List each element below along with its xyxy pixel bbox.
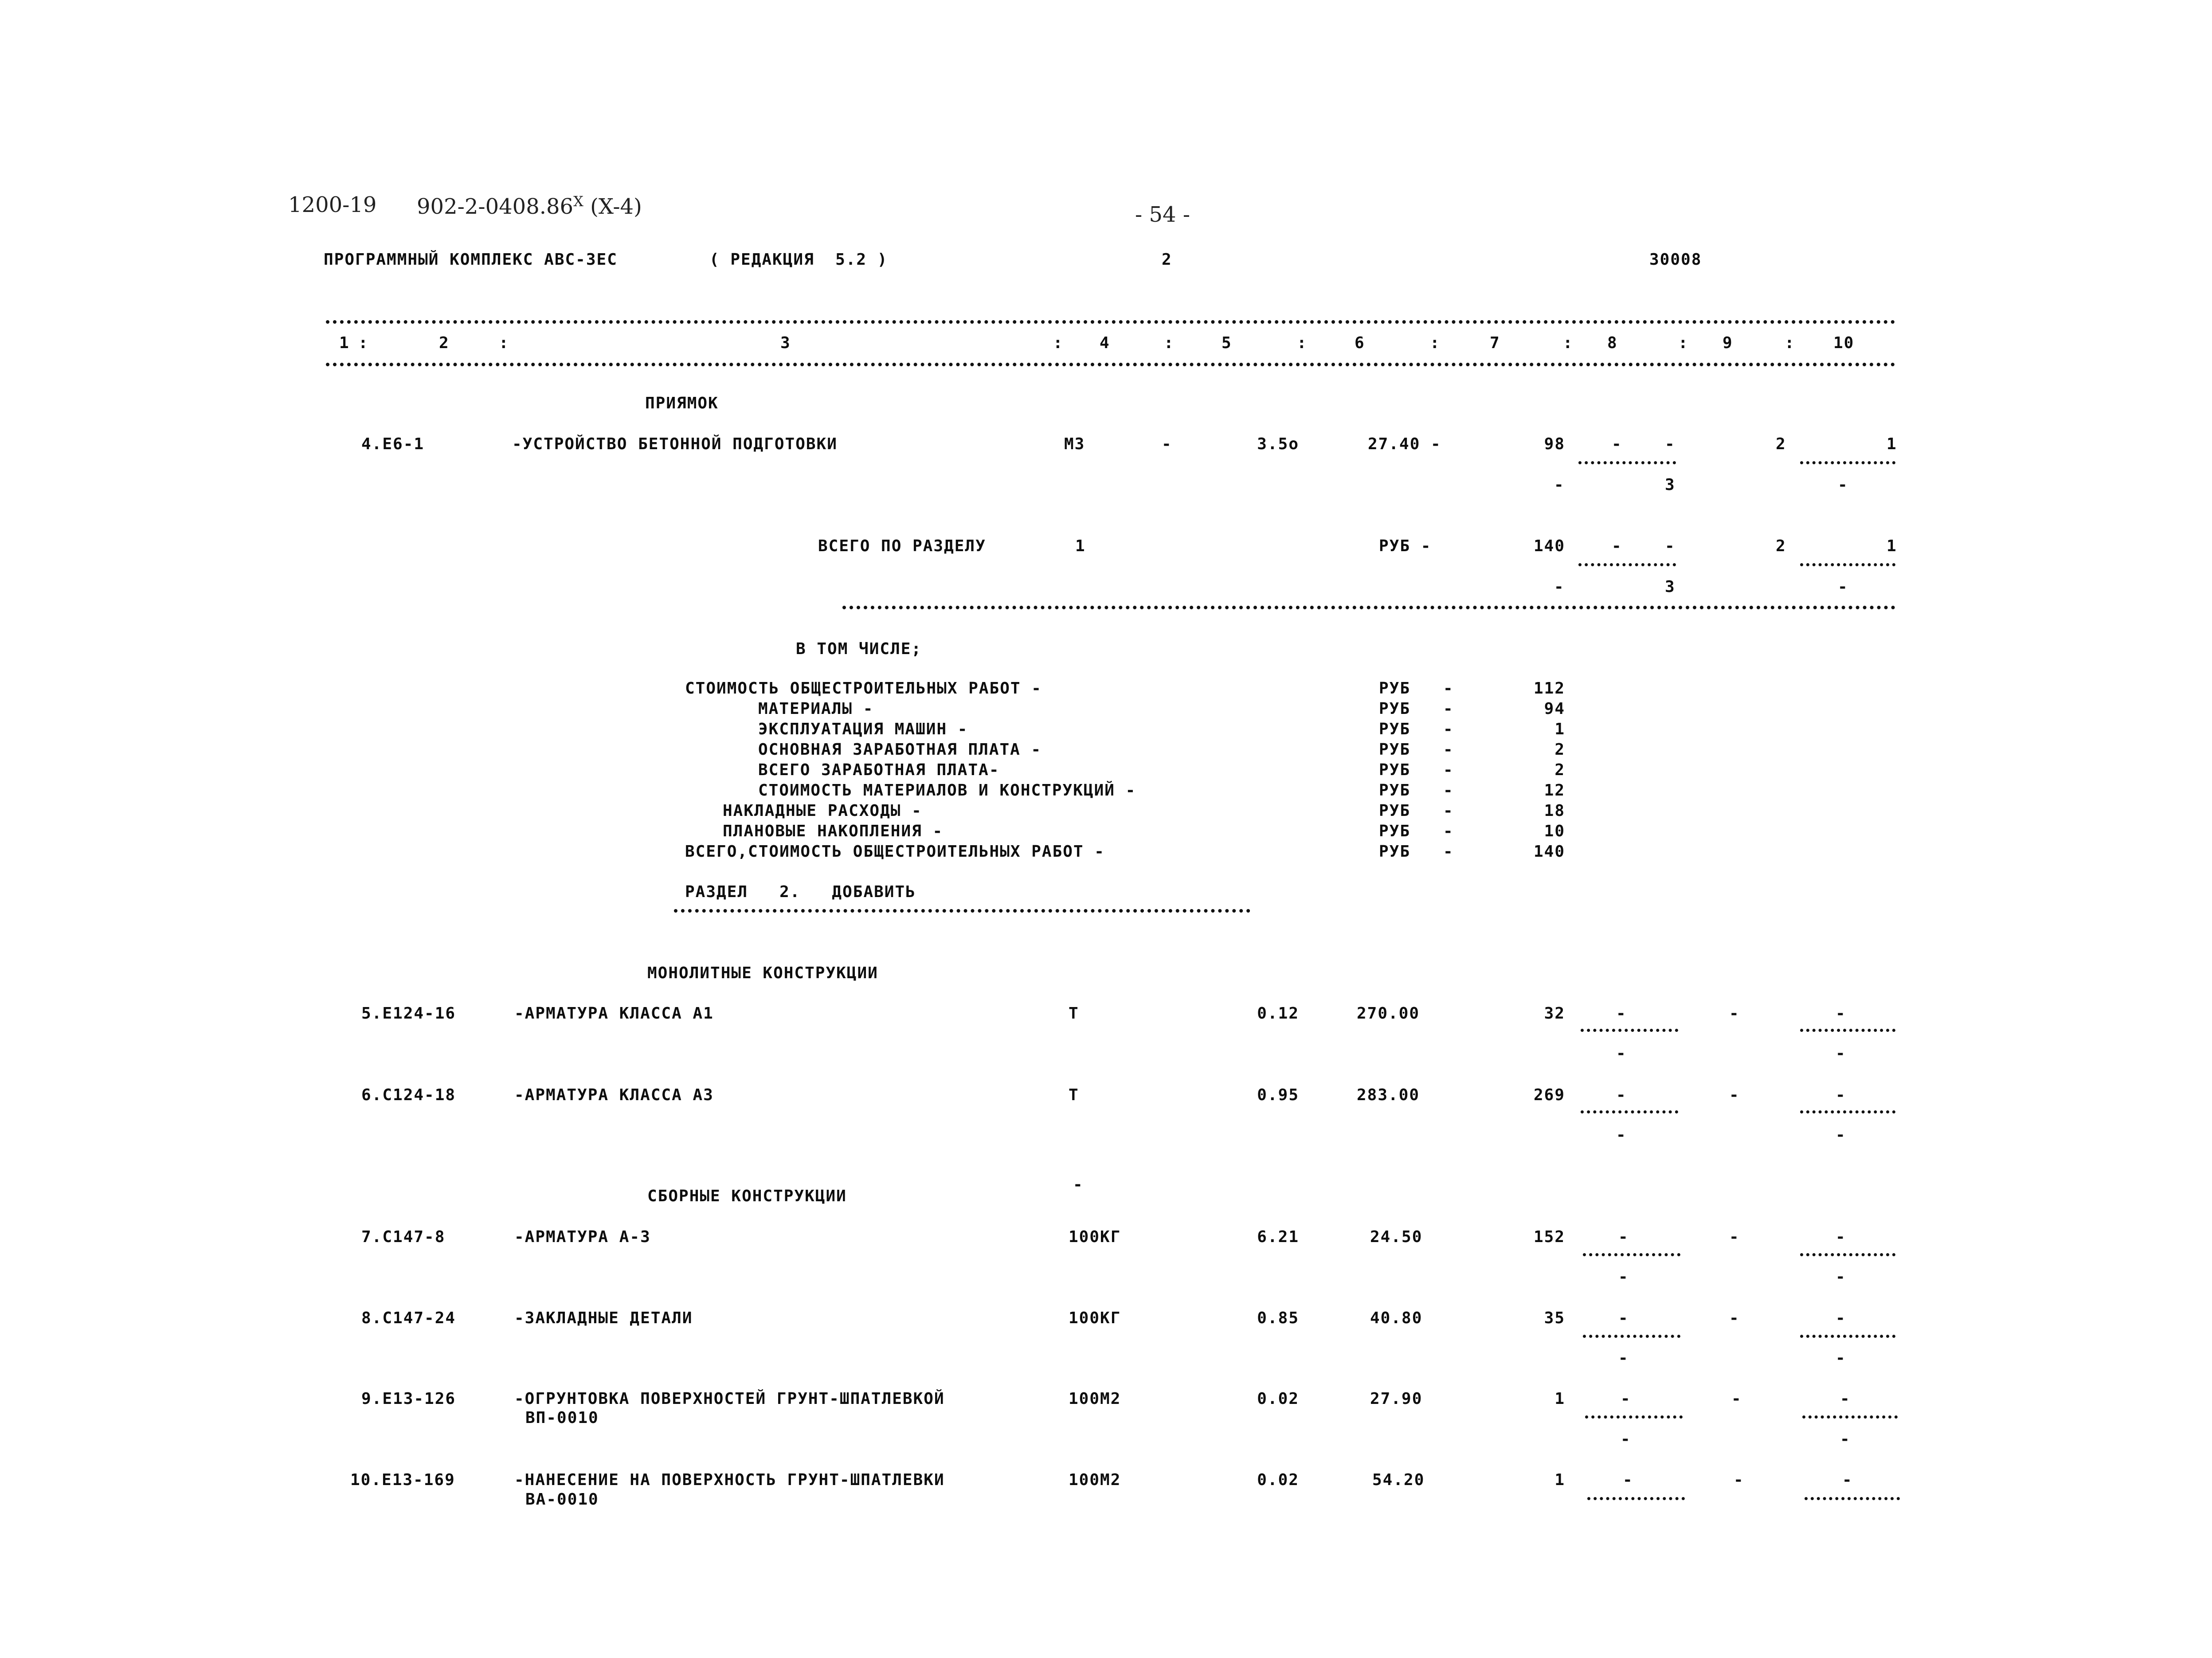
row-price: 54.20: [1372, 1471, 1425, 1489]
column-separator: :: [1430, 334, 1441, 352]
row-unit: М3: [1064, 435, 1085, 453]
row-col8-top: -: [1616, 1086, 1627, 1104]
row-description: -НАНЕСЕНИЕ НА ПОВЕРХНОСТЬ ГРУНТ-ШПАТЛЕВКИ: [514, 1471, 945, 1489]
row-col10-bottom: -: [1836, 1268, 1846, 1286]
breakdown-dash: -: [1443, 679, 1454, 698]
breakdown-label: СТОИМОСТЬ МАТЕРИАЛОВ И КОНСТРУКЦИЙ -: [758, 781, 1136, 800]
stray-mark: -: [1073, 1176, 1084, 1194]
subsection-heading: МОНОЛИТНЫЕ КОНСТРУКЦИИ: [647, 964, 878, 982]
column-header-7: 7: [1490, 334, 1500, 352]
section-total-unit: РУБ -: [1379, 537, 1432, 555]
row-unit: 100КГ: [1069, 1228, 1121, 1246]
row-description: -АРМАТУРА А-3: [514, 1228, 651, 1246]
fraction-rule: [1578, 563, 1676, 566]
row-description-continued: ВА-0010: [525, 1490, 599, 1509]
row-number: 10.E13-169: [350, 1471, 455, 1489]
breakdown-unit: РУБ: [1379, 741, 1411, 759]
total-col8-top: -: [1612, 537, 1622, 555]
breakdown-value: 18: [1544, 802, 1565, 820]
row-price: 27.90: [1370, 1390, 1423, 1408]
fraction-rule: [1800, 461, 1895, 464]
row-description-continued: ВП-0010: [525, 1409, 599, 1427]
breakdown-dash: -: [1443, 843, 1454, 861]
breakdown-unit: РУБ: [1379, 802, 1411, 820]
row-col10-top: -: [1836, 1004, 1846, 1023]
row-col8-top: -: [1618, 1309, 1629, 1327]
row-col8-top: -: [1612, 435, 1622, 453]
row-quantity: 0.02: [1257, 1390, 1299, 1408]
row-price: 283.00: [1357, 1086, 1420, 1104]
column-separator: :: [1297, 334, 1308, 352]
document-code: 1200-19: [288, 192, 377, 217]
fraction-rule: [1587, 1497, 1685, 1500]
row-col9: 2: [1776, 435, 1786, 453]
section-total-number: 1: [1075, 537, 1086, 555]
breakdown-unit: РУБ: [1379, 781, 1411, 800]
fraction-rule: [1581, 1110, 1678, 1113]
total-col10-top: 1: [1887, 537, 1897, 555]
row-unit: Т: [1069, 1004, 1079, 1023]
row-col9: -: [1729, 1228, 1740, 1246]
row-col10-bottom: -: [1840, 1430, 1851, 1448]
subsection-heading: СБОРНЫЕ КОНСТРУКЦИИ: [647, 1187, 847, 1205]
fraction-rule: [1585, 1415, 1683, 1419]
breakdown-heading: В ТОМ ЧИСЛЕ;: [796, 640, 922, 658]
breakdown-unit: РУБ: [1379, 843, 1411, 861]
row-col10-top: 1: [1887, 435, 1897, 453]
row-price: 27.40 -: [1368, 435, 1441, 453]
breakdown-dash: -: [1443, 822, 1454, 840]
row-number: 5.E124-16: [361, 1004, 456, 1023]
breakdown-label: СТОИМОСТЬ ОБЩЕСТРОИТЕЛЬНЫХ РАБОТ -: [685, 679, 1042, 698]
row-col8-top: -: [1616, 1004, 1627, 1023]
fraction-rule: [1800, 563, 1895, 566]
breakdown-unit: РУБ: [1379, 720, 1411, 738]
row-col8-bottom: -: [1618, 1349, 1629, 1367]
column-separator: :: [1164, 334, 1175, 352]
table-top-rule: [326, 320, 1895, 324]
row-total: 1: [1554, 1471, 1565, 1489]
breakdown-label: ПЛАНОВЫЕ НАКОПЛЕНИЯ -: [723, 822, 944, 840]
fraction-rule: [1583, 1335, 1680, 1338]
row-quantity: 3.5о: [1257, 435, 1299, 453]
row-description: -АРМАТУРА КЛАССА А1: [514, 1004, 714, 1023]
breakdown-dash: -: [1443, 700, 1454, 718]
row-col10-top: -: [1836, 1228, 1846, 1246]
row-unit: 100КГ: [1069, 1309, 1121, 1327]
program-name: ПРОГРАММНЫЙ КОМПЛЕКС АВС-3ЕС: [324, 251, 618, 269]
column-header-2: 2: [439, 334, 450, 352]
row-col8-top-right: -: [1665, 435, 1676, 453]
row-price: 24.50: [1370, 1228, 1423, 1246]
row-description: -АРМАТУРА КЛАССА А3: [514, 1086, 714, 1104]
breakdown-unit: РУБ: [1379, 700, 1411, 718]
row-quantity: 0.85: [1257, 1309, 1299, 1327]
column-separator: :: [1053, 334, 1064, 352]
breakdown-unit: РУБ: [1379, 761, 1411, 779]
row-number: 9.E13-126: [361, 1390, 456, 1408]
sheet-number: 2: [1162, 251, 1172, 269]
row-col10-bottom: -: [1836, 1349, 1846, 1367]
row-col9: -: [1729, 1309, 1740, 1327]
table-header-rule: [326, 363, 1895, 366]
row-number: 4.E6-1: [361, 435, 425, 453]
fraction-rule: [1805, 1497, 1900, 1500]
section-title-rule: [674, 909, 1250, 913]
breakdown-value: 1: [1554, 720, 1565, 738]
breakdown-value: 112: [1533, 679, 1565, 698]
fraction-rule: [1581, 1029, 1678, 1032]
section-heading: ПРИЯМОК: [645, 394, 719, 412]
column-header-10: 10: [1833, 334, 1855, 352]
column-header-6: 6: [1355, 334, 1365, 352]
column-separator: :: [1563, 334, 1574, 352]
document-number: 30008: [1649, 251, 1702, 269]
row-total: 1: [1554, 1390, 1565, 1408]
fraction-rule: [1578, 461, 1676, 464]
row-unit: 100М2: [1069, 1471, 1121, 1489]
row-quantity: 0.02: [1257, 1471, 1299, 1489]
row-col8-bottom: -: [1621, 1430, 1631, 1448]
breakdown-label: ВСЕГО,СТОИМОСТЬ ОБЩЕСТРОИТЕЛЬНЫХ РАБОТ -: [685, 843, 1105, 861]
row-quantity: 0.12: [1257, 1004, 1299, 1023]
page-number: - 54 -: [1135, 202, 1190, 227]
row-total: 32: [1544, 1004, 1565, 1023]
column-header-1: 1: [339, 334, 350, 352]
row-description: -ЗАКЛАДНЫЕ ДЕТАЛИ: [514, 1309, 693, 1327]
total-col8-bottom: -: [1554, 578, 1565, 596]
breakdown-value: 140: [1533, 843, 1565, 861]
column-header-8: 8: [1607, 334, 1618, 352]
column-separator: :: [358, 334, 369, 352]
breakdown-unit: РУБ: [1379, 822, 1411, 840]
row-col8-bottom: -: [1616, 1044, 1627, 1062]
fraction-rule: [1800, 1335, 1895, 1338]
series-number: [417, 194, 642, 217]
row-quantity: 6.21: [1257, 1228, 1299, 1246]
row-col8-top: -: [1623, 1471, 1633, 1489]
row-unit: Т: [1069, 1086, 1079, 1104]
breakdown-dash: -: [1443, 802, 1454, 820]
breakdown-label: НАКЛАДНЫЕ РАСХОДЫ -: [723, 802, 922, 820]
row-col10-bottom: -: [1838, 476, 1848, 494]
column-separator: :: [1678, 334, 1689, 352]
row-col10-top: -: [1842, 1471, 1853, 1489]
total-col8-top-right: -: [1665, 537, 1676, 555]
row-total: 98: [1544, 435, 1565, 453]
row-col8-top: -: [1618, 1228, 1629, 1246]
row-col8-bottom: -: [1554, 476, 1565, 494]
fraction-rule: [1583, 1253, 1680, 1256]
breakdown-value: 12: [1544, 781, 1565, 800]
section-title: РАЗДЕЛ 2. ДОБАВИТЬ: [685, 883, 916, 901]
total-col8-bottom-right: 3: [1665, 578, 1676, 596]
column-separator: :: [499, 334, 509, 352]
row-col9: -: [1734, 1471, 1744, 1489]
column-header-4: 4: [1100, 334, 1110, 352]
row-col10-top: -: [1836, 1309, 1846, 1327]
series-number-text: 902-2-0408.86: [417, 194, 574, 219]
row-description: -ОГРУНТОВКА ПОВЕРХНОСТЕЙ ГРУНТ-ШПАТЛЕВКОЙ: [514, 1390, 945, 1408]
total-col10-bottom: -: [1838, 578, 1848, 596]
column-separator: :: [1785, 334, 1795, 352]
breakdown-value: 2: [1554, 741, 1565, 759]
row-col8-bottom: -: [1616, 1126, 1627, 1144]
row-number: 6.C124-18: [361, 1086, 456, 1104]
breakdown-dash: -: [1443, 761, 1454, 779]
row-unit: 100М2: [1069, 1390, 1121, 1408]
row-col10-bottom: -: [1836, 1044, 1846, 1062]
row-col8-bottom: -: [1618, 1268, 1629, 1286]
row-quantity: 0.95: [1257, 1086, 1299, 1104]
fraction-rule: [1802, 1415, 1898, 1419]
breakdown-label: ВСЕГО ЗАРАБОТНАЯ ПЛАТА-: [758, 761, 1000, 779]
row-price: 40.80: [1370, 1309, 1423, 1327]
row-col10-top: -: [1840, 1390, 1851, 1408]
breakdown-value: 94: [1544, 700, 1565, 718]
section-total-rule: [842, 606, 1895, 609]
column-header-5: 5: [1221, 334, 1232, 352]
row-number: 7.C147-8: [361, 1228, 446, 1246]
section-total-label: ВСЕГО ПО РАЗДЕЛУ: [818, 537, 986, 555]
series-variant: (X-4): [590, 194, 642, 219]
row-total: 269: [1533, 1086, 1565, 1104]
row-col10-top: -: [1836, 1086, 1846, 1104]
row-description: -УСТРОЙСТВО БЕТОННОЙ ПОДГОТОВКИ: [512, 435, 838, 453]
series-superscript: X: [573, 193, 583, 210]
row-col8-top: -: [1621, 1390, 1631, 1408]
breakdown-label: ОСНОВНАЯ ЗАРАБОТНАЯ ПЛАТА -: [758, 741, 1042, 759]
fraction-rule: [1800, 1110, 1895, 1113]
breakdown-value: 10: [1544, 822, 1565, 840]
row-dash: -: [1162, 435, 1172, 453]
program-edition: ( РЕДАКЦИЯ 5.2 ): [709, 251, 888, 269]
row-price: 270.00: [1357, 1004, 1420, 1023]
row-total: 35: [1544, 1309, 1565, 1327]
row-col8-bottom-right: 3: [1665, 476, 1676, 494]
breakdown-dash: -: [1443, 720, 1454, 738]
column-header-9: 9: [1723, 334, 1733, 352]
section-total-value: 140: [1533, 537, 1565, 555]
row-number: 8.C147-24: [361, 1309, 456, 1327]
row-col9: -: [1729, 1004, 1740, 1023]
breakdown-label: МАТЕРИАЛЫ -: [758, 700, 874, 718]
breakdown-unit: РУБ: [1379, 679, 1411, 698]
row-col9: -: [1731, 1390, 1742, 1408]
breakdown-dash: -: [1443, 741, 1454, 759]
fraction-rule: [1800, 1029, 1895, 1032]
row-col10-bottom: -: [1836, 1126, 1846, 1144]
breakdown-dash: -: [1443, 781, 1454, 800]
breakdown-value: 2: [1554, 761, 1565, 779]
total-col9: 2: [1776, 537, 1786, 555]
column-header-3: 3: [780, 334, 791, 352]
fraction-rule: [1800, 1253, 1895, 1256]
breakdown-label: ЭКСПЛУАТАЦИЯ МАШИН -: [758, 720, 968, 738]
row-col9: -: [1729, 1086, 1740, 1104]
row-total: 152: [1533, 1228, 1565, 1246]
